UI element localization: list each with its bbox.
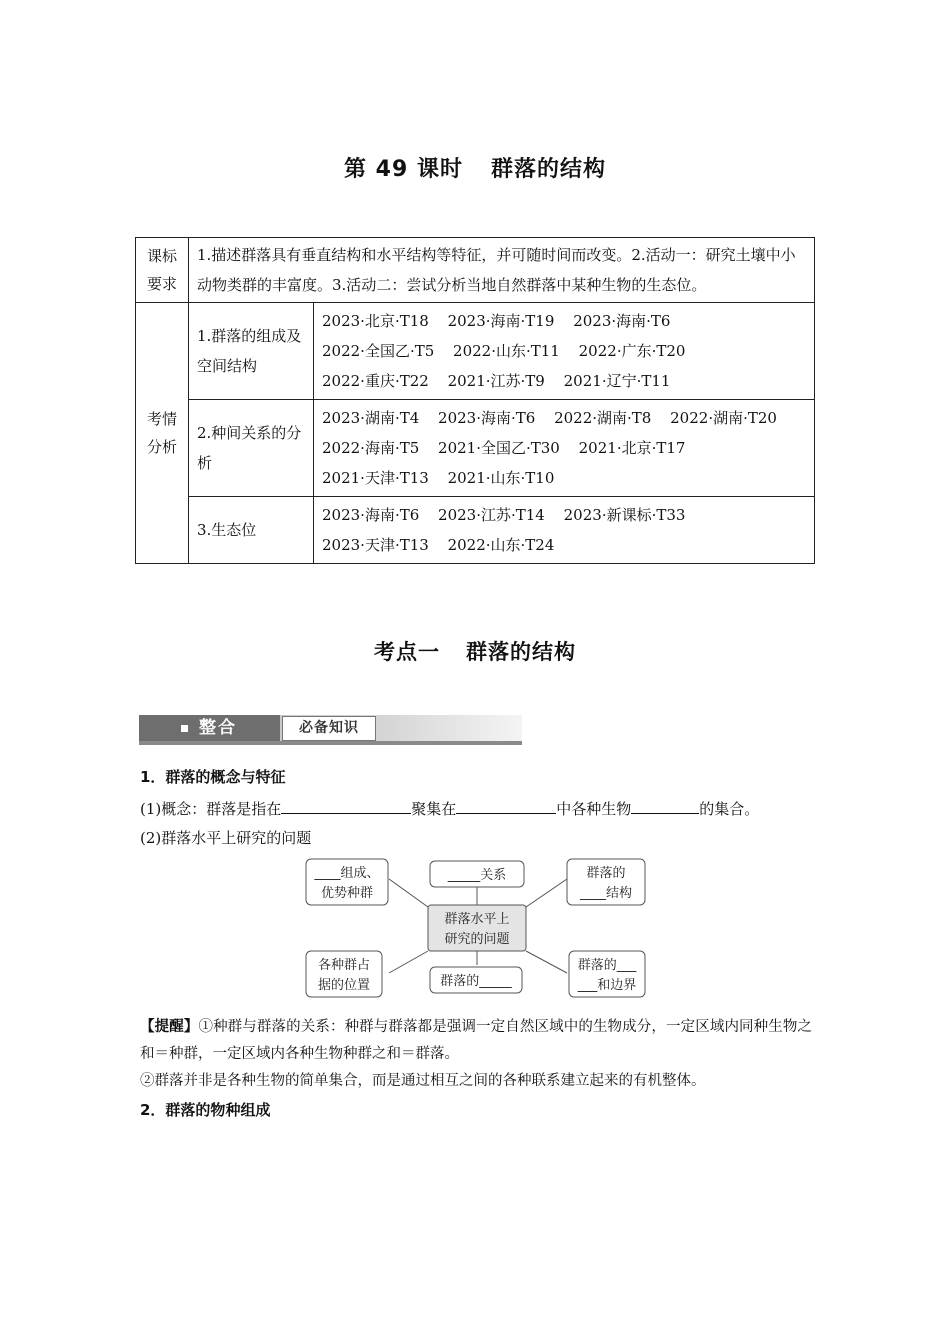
reminder-p1: ①种群与群落的关系：种群与群落都是强调一定自然区域中的生物成分，一定区域内同种生物之和＝种群，一定区域内各种生物种群之和＝群落。 [140,1019,813,1062]
center-node [428,905,526,951]
svg-text:___和边界: ___和边界 [577,978,637,993]
analysis-row-3 [136,497,815,564]
fill-blank[interactable] [281,797,411,814]
exam-ref: 2021·辽宁·T11 [563,372,671,390]
exam-ref: 2023·海南·T6 [322,506,420,524]
reminder-tag: 【提醒】 [140,1019,199,1035]
exam-ref: 2023·江苏·T14 [438,506,545,524]
exam-ref: 2021·山东·T10 [447,469,555,487]
svg-text:群落的_____: 群落的_____ [440,974,512,989]
exam-ref: 2022·山东·T24 [447,536,555,554]
connector-line [526,879,567,907]
svg-text:____组成、: ____组成、 [314,866,380,881]
item1-heading: 1．群落的概念与特征 [140,768,286,786]
center-label-line2: 研究的问题 [444,932,510,947]
node-top-center [430,861,524,887]
analysis-label: 考情 分析 [136,303,189,564]
exam-ref: 2023·海南·T6 [573,312,671,330]
section-number: 考点一 [374,640,440,664]
exam-ref: 2023·新课标·T33 [563,506,686,524]
exam-ref: 2022·山东·T11 [453,342,560,360]
knowledge-banner [139,715,522,745]
section-title [0,636,950,666]
node-bottom-right [569,951,645,997]
connector-line [389,879,428,907]
svg-text:优势种群: 优势种群 [320,886,374,901]
exam-ref: 2021·天津·T13 [322,469,429,487]
exam-ref: 2022·湖南·T8 [554,409,652,427]
svg-text:群落的: 群落的 [586,866,626,881]
exam-ref: 2023·北京·T18 [322,312,429,330]
requirements-row [136,238,815,303]
analysis-topic: 3.生态位 [189,497,314,564]
square-bullet-icon [181,725,188,732]
exam-ref: 2022·海南·T5 [322,439,420,457]
connector-line [526,951,567,973]
exam-ref: 2023·湖南·T4 [322,409,420,427]
analysis-row-2 [136,400,815,497]
banner-underline [139,741,522,745]
node-top-right [567,859,645,905]
research-questions-diagram [300,855,650,1001]
exam-ref: 2021·北京·T17 [578,439,686,457]
item1-sub2: (2)群落水平上研究的问题 [140,829,312,847]
analysis-row-1 [136,303,815,400]
svg-text:据的位置: 据的位置 [317,978,371,993]
fill-blank[interactable] [456,797,556,814]
section-name: 群落的结构 [466,640,576,664]
node-bottom-left [306,951,382,997]
reminder-p2: ②群落并非是各种生物的简单集合，而是通过相互之间的各种联系建立起来的有机整体。 [140,1073,706,1089]
lesson-topic: 群落的结构 [490,157,606,182]
center-label-line1: 群落水平上 [444,912,510,927]
exam-ref: 2021·全国乙·T30 [438,439,560,457]
fill-blank[interactable] [631,797,699,814]
concept-line: (1)概念：群落是指在 聚集在 中各种生物 的集合。 [140,797,759,820]
requirements-text: 1.描述群落具有垂直结构和水平结构等特征，并可随时间而改变。2.活动一：研究土壤中小动物类群的丰富度。3.活动二：尝试分析当地自然群落中某种生物的生态位。 [189,238,815,303]
svg-text:_____关系: _____关系 [447,868,507,883]
analysis-topic: 2.种间关系的分析 [189,400,314,497]
analysis-refs [314,303,815,400]
banner-sub: 必备知识 [282,716,376,741]
analysis-topic: 1.群落的组成及空间结构 [189,303,314,400]
item2-heading: 2．群落的物种组成 [140,1101,271,1119]
node-bottom-center [430,967,522,993]
analysis-refs [314,497,815,564]
exam-ref: 2022·广东·T20 [578,342,686,360]
svg-text:____结构: ____结构 [579,886,633,901]
exam-ref: 2023·天津·T13 [322,536,429,554]
banner-main: 整合 [139,715,280,741]
analysis-refs [314,400,815,497]
exam-ref: 2022·湖南·T20 [670,409,777,427]
exam-ref: 2023·海南·T19 [447,312,555,330]
svg-text:群落的___: 群落的___ [577,958,637,973]
exam-ref: 2023·海南·T6 [438,409,536,427]
reminder-block [140,1014,812,1095]
lesson-number: 第 49 课时 [344,157,463,182]
svg-text:各种群占: 各种群占 [317,958,371,973]
requirements-label: 课标 要求 [136,238,189,303]
exam-ref: 2022·重庆·T22 [322,372,429,390]
page-title [0,152,950,183]
node-top-left [306,859,388,905]
requirements-table [135,237,815,564]
exam-ref: 2022·全国乙·T5 [322,342,435,360]
connector-line [389,951,428,973]
exam-ref: 2021·江苏·T9 [447,372,545,390]
